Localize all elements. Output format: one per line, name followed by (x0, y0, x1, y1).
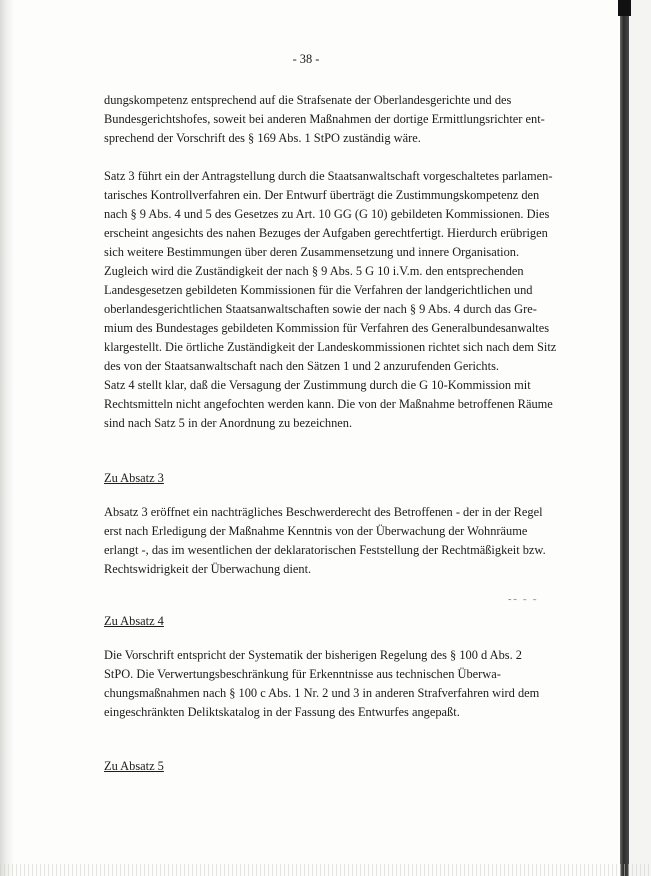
text-line: Die Vorschrift entspricht der Systematik der bisherigen Regelung des § 100 d Abs. 2 (104, 648, 523, 662)
text-line: Zugleich wird die Zuständigkeit der nach § 9 Abs. 5 G 10 i.V.m. den entsprechenden (104, 264, 524, 278)
text-line: Bundesgerichtshofes, soweit bei anderen Maßnahmen der dortige Ermittlungsrichter ent- (104, 112, 545, 126)
paragraph-4 (104, 503, 546, 579)
scan-left-edge (0, 0, 14, 876)
heading-zu-absatz-3: Zu Absatz 3 (104, 471, 164, 485)
paragraph-1 (104, 91, 546, 148)
text-line: oberlandesgerichtlichen Staatsanwaltschaften sowie der nach § 9 Abs. 4 durch das Gre- (104, 302, 537, 316)
text-line: erscheint angesichts des nahen Bezuges der Aufgaben gerechtfertigt. Hierdurch erübrigen (104, 226, 548, 240)
text-line: sich weitere Bestimmungen über deren Zusammensetzung und innere Organisation. (104, 245, 520, 259)
text-line: dungskompetenz entsprechend auf die Strafsenate der Oberlandesgerichte und des (104, 93, 512, 107)
text-line: klargestellt. Die örtliche Zuständigkeit der Landeskommissionen richtet sich nach dem Sitz (104, 340, 557, 354)
text-line: Rechtswidrigkeit der Überwachung dient. (104, 562, 312, 576)
page-number: - 38 - (292, 52, 320, 66)
text-line: chungsmaßnahmen nach § 100 c Abs. 1 Nr. 2 und 3 in anderen Strafverfahren wird dem (104, 686, 540, 700)
text-line: sind nach Satz 5 in der Anordnung zu bezeichnen. (104, 416, 353, 430)
scan-bottom-edge (0, 864, 651, 876)
heading-zu-absatz-4: Zu Absatz 4 (104, 614, 164, 628)
text-line: tarisches Kontrollverfahren ein. Der Entwurf überträgt die Zustimmungskompetenz den (104, 188, 540, 202)
text-line: Rechtsmitteln nicht angefochten werden kann. Die von der Maßnahme betroffenen Räume (104, 397, 553, 411)
text-line: mium des Bundestages gebildeten Kommission für Verfahren des Generalbundesanwaltes (104, 321, 550, 335)
scan-binding-edge (620, 0, 629, 876)
text-line: StPO. Die Verwertungsbeschränkung für Erkenntnisse aus technischen Überwa- (104, 667, 501, 681)
scan-binding-corner (618, 0, 631, 16)
text-line: Landesgesetzen gebildeten Kommissionen für die Verfahren der landgerichtlichen und (104, 283, 533, 297)
scan-smudge: ˜˜ ˉ ˉ (508, 598, 539, 609)
text-line: erst nach Erledigung der Maßnahme Kenntnis von der Überwachung der Wohnräume (104, 524, 528, 538)
paragraph-3 (104, 376, 553, 433)
text-line: Satz 4 stellt klar, daß die Versagung der Zustimmung durch die G 10-Kommission mit (104, 378, 531, 392)
text-line: erlangt -, das im wesentlichen der deklaratorischen Feststellung der Rechtmäßigkeit bzw. (104, 543, 546, 557)
paragraph-5 (104, 646, 546, 722)
text-line: Absatz 3 eröffnet ein nachträgliches Beschwerderecht des Betroffenen - der in der Regel (104, 505, 543, 519)
text-line: nach § 9 Abs. 4 und 5 des Gesetzes zu Art. 10 GG (G 10) gebildeten Kommissionen. Dies (104, 207, 550, 221)
text-line: des von der Staatsanwaltschaft nach den Sätzen 1 und 2 anzurufenden Gerichts. (104, 359, 499, 373)
scan-right-margin (629, 0, 651, 876)
heading-zu-absatz-5: Zu Absatz 5 (104, 759, 164, 773)
text-line: Satz 3 führt ein der Antragstellung durch die Staatsanwaltschaft vorgeschaltetes parlamen- (104, 169, 553, 183)
text-line: sprechend der Vorschrift des § 169 Abs. 1 StPO zuständig wäre. (104, 131, 421, 145)
text-line: eingeschränkten Deliktskatalog in der Fassung des Entwurfes angepaßt. (104, 705, 460, 719)
paragraph-2 (104, 167, 557, 376)
